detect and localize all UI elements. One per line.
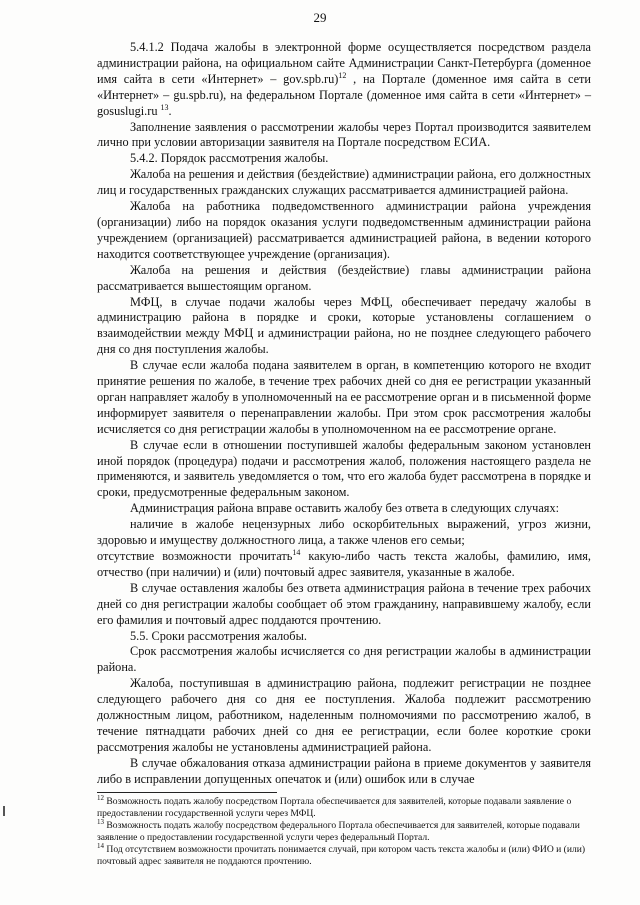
- section-heading-5-4-2: 5.4.2. Порядок рассмотрения жалобы.: [130, 151, 329, 166]
- paragraph-no-answer-cases: Администрация района вправе оставить жалобу без ответа в следующих случаях:: [130, 501, 560, 516]
- paragraph-notify-citizen: В случае оставления жалобы без ответа администрация района в течение трех рабочих дней со дня регистрации жалобы сообщает об этом гражданину, направившему жалобу, если его фамилия и почтовый адрес поддаются прочтению.: [97, 580, 591, 627]
- footnotes: [97, 796, 591, 869]
- paragraph-5-4-1-2: 5.4.1.2 Подача жалобы в электронной форме осуществляется посредством раздела администрации района, на официальном сайте Администрации Санкт-Петербурга (доменное имя сайта в сети «Интернет» – gov.spb.ru)$^{12}$ , на Портале (доменное имя сайта в сети «Интернет» – gu.spb.ru), на федеральном Портале (доменное имя сайта в сети «Интернет» – gosuslugi.ru $^{13}$.: [97, 40, 591, 118]
- paragraph-unreadable: отсутствие возможности прочитать$^{14}$ какую-либо часть текста жалобы, фамилию, имя, отчество (при наличии) и (или) почтовый адрес заявителя, указанные в жалобе.: [97, 548, 591, 579]
- paragraph-federal-law: В случае если в отношении поступившей жалобы федеральным законом установлен иной порядок (процедура) подачи и рассмотрения жалоб, положения настоящего раздела не применяются, и заявитель уведомляется о том, что его жалоба будет рассмотрена в порядке и сроки, предусмотренные федеральным законом.: [97, 437, 591, 500]
- paragraph-refusal-appeal: В случае обжалования отказа администрации района в приеме документов у заявителя либо в исправлении допущенных опечаток и (или) ошибок или в случае: [97, 755, 591, 786]
- paragraph-complaint-head: Жалоба на решения и действия (бездействие) главы администрации района рассматривается вышестоящим органом.: [97, 262, 591, 293]
- footnote-13: $^{13}$ Возможность подать жалобу посредством федерального Портала обеспечивается для заявителей, которые подавали заявление о предоставлении государственной услуги через федеральный Портал.: [97, 818, 580, 844]
- paragraph-redirect: В случае если жалоба подана заявителем в орган, в компетенцию которого не входит принятие решения по жалобе, в течение трех рабочих дней со дня ее регистрации указанный орган направляет жалобу в уполномоченный на ее рассмотрение орган и в письменной форме информирует заявителя о перенаправлении жалобы. При этом срок рассмотрения жалобы исчисляется со дня регистрации жалобы в уполномоченном на ее рассмотрение органе.: [97, 358, 591, 436]
- page-number: 29: [313, 10, 327, 25]
- footnote-12: $^{12}$ Возможность подать жалобу посредством Портала обеспечивается для заявителей, которые подавали заявление о предоставлении государственной услуги через МФЦ.: [97, 794, 572, 820]
- document-body: [97, 40, 591, 788]
- paragraph-mfc-transfer: МФЦ, в случае подачи жалобы через МФЦ, обеспечивает передачу жалобы в администрацию района в порядке и сроки, которые установлены соглашением о взаимодействии между МФЦ и администрации района, но не позднее следующего рабочего дня со дня поступления жалобы.: [97, 294, 591, 357]
- footnote-14: $^{14}$ Под отсутствием возможности прочитать понимается случай, при котором часть текста жалобы и (или) ФИО и (или) почтовый адрес заявителя не поддаются прочтению.: [97, 842, 586, 868]
- section-heading-5-5: 5.5. Сроки рассмотрения жалобы.: [130, 628, 307, 643]
- paragraph-complaint-officials: Жалоба на решения и действия (бездействие) администрации района, его должностных лиц и государственных гражданских служащих рассматривается администрацией района.: [97, 167, 591, 198]
- paragraph-portal-application: Заполнение заявления о рассмотрении жалобы через Портал производится заявителем лично при условии авторизации заявителя на Портале посредством ЕСИА.: [97, 119, 591, 150]
- paragraph-term-start: Срок рассмотрения жалобы исчисляется со дня регистрации жалобы в администрации района.: [97, 644, 591, 675]
- paragraph-registration-term: Жалоба, поступившая в администрацию района, подлежит регистрации не позднее следующего рабочего дня со дня ее поступления. Жалоба подлежит рассмотрению должностным лицом, работником, наделенным полномочиями по рассмотрению жалоб, в течение пятнадцати рабочих дней со дня ее регистрации, если более короткие сроки рассмотрения жалобы не установлены администрацией района.: [97, 676, 591, 754]
- scan-margin-mark: [3, 806, 5, 816]
- footnote-ref-13: 13: [160, 102, 169, 112]
- paragraph-complaint-institution: Жалоба на работника подведомственного администрации района учреждения (организации) либо на порядок оказания услуги подведомственным администрации района учреждением (организацией) рассматривается администрацией района, в ведении которого находится соответствующее учреждение (организация).: [97, 199, 591, 261]
- paragraph-obscene-language: наличие в жалобе нецензурных либо оскорбительных выражений, угроз жизни, здоровью и имуществу должностного лица, а также членов его семьи;: [97, 517, 591, 548]
- footnote-ref-12: 12: [338, 70, 347, 80]
- footnote-ref-14: 14: [292, 548, 301, 557]
- footnote-separator: [97, 792, 277, 793]
